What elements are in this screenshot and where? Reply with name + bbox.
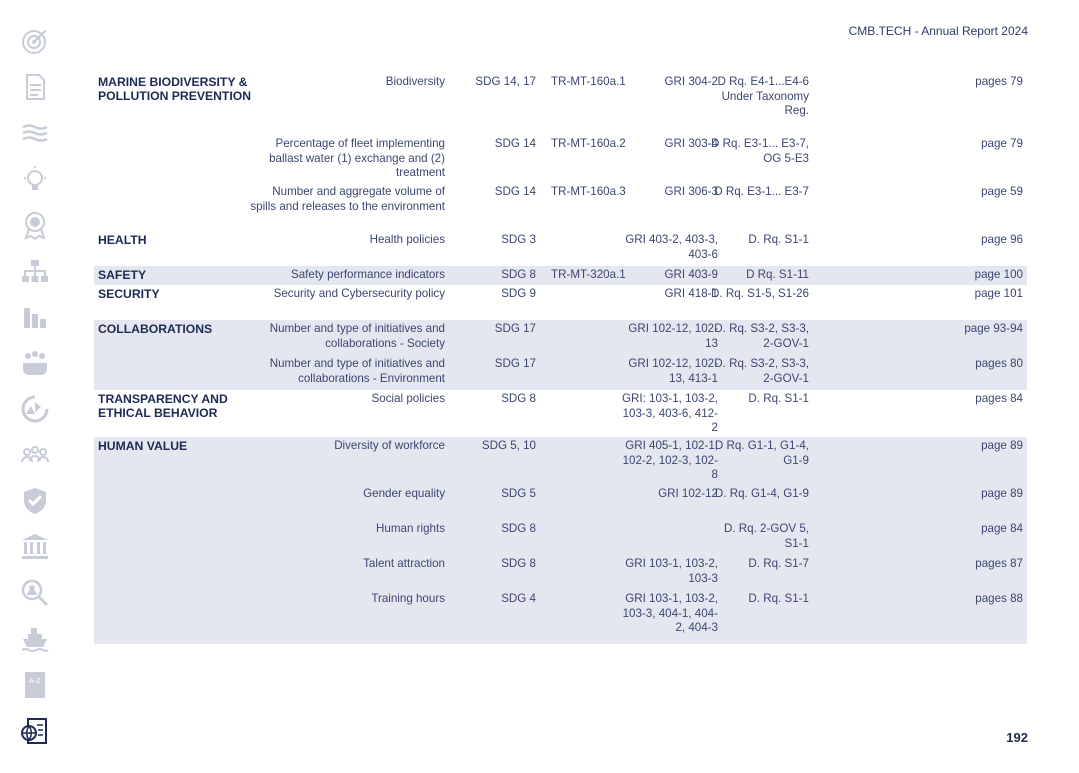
team-icon[interactable] — [14, 432, 56, 478]
report-header-title: CMB.TECH - Annual Report 2024 — [848, 24, 1028, 38]
section-label: MARINE BIODIVERSITY & POLLUTION PREVENTION — [98, 75, 252, 103]
indicator-cell: Human rights — [376, 522, 445, 535]
esrs-cell: D. Rq. S1-5, S1-26 — [711, 287, 809, 300]
section-label: COLLABORATIONS — [98, 322, 213, 336]
gri-cell: GRI 304-2 — [664, 75, 718, 88]
gri-index-table — [94, 73, 1027, 644]
indicator-cell: Number and aggregate volume of spills and releases to the environment — [250, 185, 445, 213]
page-reference-cell: page 89 — [981, 439, 1023, 452]
esrs-cell: D Rq. G1-1, G1-4, G1-9 — [714, 439, 809, 467]
sdg-cell: SDG 17 — [494, 322, 536, 335]
esrs-cell: D. Rq. G1-4, G1-9 — [714, 487, 809, 500]
table-row — [94, 320, 1027, 355]
sdg-cell: SDG 8 — [501, 268, 536, 281]
sdg-cell: SDG 9 — [501, 287, 536, 300]
indicator-cell: Safety performance indicators — [290, 268, 445, 281]
table-row — [94, 355, 1027, 390]
page-reference-cell: pages 79 — [975, 75, 1023, 88]
indicator-cell: Diversity of workforce — [334, 439, 445, 452]
indicator-cell: Number and type of initiatives and collaborations - Society — [269, 322, 445, 350]
page-reference-cell: page 84 — [981, 522, 1023, 535]
table-row — [94, 520, 1027, 555]
sasb-cell: TR-MT-160a.3 — [551, 185, 626, 198]
gri-cell: GRI 102-12 — [658, 487, 718, 500]
sdg-cell: SDG 8 — [501, 557, 536, 570]
glossary-label: A-Z — [29, 677, 41, 685]
esrs-cell: D Rq. E4-1...E4-6 Under Taxonomy Reg. — [717, 75, 809, 117]
sasb-cell: TR-MT-320a.1 — [551, 268, 626, 281]
table-row — [94, 285, 1027, 320]
page-reference-cell: pages 88 — [975, 592, 1023, 605]
gri-cell: GRI 405-1, 102-1, 102-2, 102-3, 102-8 — [622, 439, 718, 481]
indicator-cell: Biodiversity — [385, 75, 445, 88]
page-reference-cell: page 96 — [981, 233, 1023, 246]
sdg-cell: SDG 14, 17 — [475, 75, 536, 88]
waves-icon[interactable] — [14, 110, 56, 156]
indicator-cell: Health policies — [369, 233, 445, 246]
section-label: SAFETY — [98, 268, 147, 282]
bank-icon[interactable] — [14, 524, 56, 570]
page-reference-cell: page 101 — [974, 287, 1023, 300]
sdg-cell: SDG 3 — [501, 233, 536, 246]
gri-cell: GRI: 103-1, 103-2, 103-3, 403-6, 412-2 — [621, 392, 718, 434]
gri-index-icon[interactable] — [14, 708, 56, 754]
gri-cell: GRI 418-1 — [664, 287, 718, 300]
esrs-cell: D. Rq. S3-2, S3-3, 2-GOV-1 — [714, 357, 809, 385]
table-row — [94, 73, 1027, 135]
indicator-cell: Talent attraction — [363, 557, 445, 570]
gri-cell: GRI 303-4 — [664, 137, 718, 150]
table-row — [94, 485, 1027, 520]
gri-cell: GRI 103-1, 103-2, 103-3, 404-1, 404-2, 404-3 — [622, 592, 718, 634]
page-reference-cell: page 93-94 — [964, 322, 1023, 335]
gri-cell: GRI 102-12, 102-13 — [628, 322, 718, 350]
section-label: HEALTH — [98, 233, 147, 247]
sdg-cell: SDG 8 — [501, 392, 536, 405]
sdg-cell: SDG 14 — [494, 185, 536, 198]
people-group-icon[interactable] — [14, 340, 56, 386]
gri-cell: GRI 403-9 — [664, 268, 718, 281]
document-icon[interactable] — [14, 64, 56, 110]
page-reference-cell: page 100 — [974, 268, 1023, 281]
sdg-cell: SDG 8 — [501, 522, 536, 535]
table-row — [94, 183, 1027, 231]
sidebar-nav — [14, 18, 56, 754]
esrs-cell: D. Rq. S1-1 — [748, 233, 809, 246]
page-reference-cell: pages 80 — [975, 357, 1023, 370]
page-number: 192 — [1006, 730, 1028, 745]
indicator-cell: Social policies — [371, 392, 445, 405]
esrs-cell: D. Rq. S1-1 — [748, 592, 809, 605]
esrs-cell: D Rq. S1-11 — [746, 268, 809, 281]
award-icon[interactable] — [14, 202, 56, 248]
bar-chart-icon[interactable] — [14, 294, 56, 340]
search-person-icon[interactable] — [14, 570, 56, 616]
esrs-cell: D Rq. E3-1... E3-7, OG 5-E3 — [711, 137, 809, 165]
org-chart-icon[interactable] — [14, 248, 56, 294]
sdg-cell: SDG 5, 10 — [481, 439, 536, 452]
indicator-cell: Training hours — [371, 592, 445, 605]
sdg-cell: SDG 5 — [501, 487, 536, 500]
target-icon[interactable] — [14, 18, 56, 64]
sasb-cell: TR-MT-160a.2 — [551, 137, 626, 150]
indicator-cell: Gender equality — [363, 487, 445, 500]
recycle-globe-icon[interactable] — [14, 386, 56, 432]
table-row — [94, 266, 1027, 285]
ship-icon[interactable] — [14, 616, 56, 662]
page-reference-cell: pages 87 — [975, 557, 1023, 570]
sdg-cell: SDG 17 — [494, 357, 536, 370]
esrs-cell: D Rq. E3-1... E3-7 — [714, 185, 809, 198]
sasb-cell: TR-MT-160a.1 — [551, 75, 626, 88]
section-label: HUMAN VALUE — [98, 439, 188, 453]
shield-check-icon[interactable] — [14, 478, 56, 524]
glossary-book-icon[interactable] — [14, 662, 56, 708]
gri-cell: GRI 306-3 — [664, 185, 718, 198]
table-row — [94, 135, 1027, 183]
section-label: TRANSPARENCY AND ETHICAL BEHAVIOR — [98, 392, 228, 420]
gri-cell: GRI 403-2, 403-3, 403-6 — [625, 233, 718, 261]
sdg-cell: SDG 4 — [501, 592, 536, 605]
page-reference-cell: page 79 — [981, 137, 1023, 150]
table-row — [94, 555, 1027, 590]
esrs-cell: D. Rq. 2-GOV 5, S1-1 — [723, 522, 809, 550]
gri-cell: GRI 103-1, 103-2, 103-3 — [625, 557, 718, 585]
indicator-cell: Number and type of initiatives and collaborations - Environment — [269, 357, 445, 385]
page-reference-cell: page 89 — [981, 487, 1023, 500]
page-reference-cell: pages 84 — [975, 392, 1023, 405]
esrs-cell: D. Rq. S3-2, S3-3, 2-GOV-1 — [714, 322, 809, 350]
sdg-cell: SDG 14 — [494, 137, 536, 150]
gri-cell: GRI 102-12, 102-13, 413-1 — [628, 357, 718, 385]
indicator-cell: Percentage of fleet implementing ballast water (1) exchange and (2) treatment — [269, 137, 445, 179]
lightbulb-icon[interactable] — [14, 156, 56, 202]
section-label: SECURITY — [98, 287, 160, 301]
esrs-cell: D. Rq. S1-1 — [748, 392, 809, 405]
esrs-cell: D. Rq. S1-7 — [748, 557, 809, 570]
table-row — [94, 590, 1027, 644]
indicator-cell: Security and Cybersecurity policy — [273, 287, 445, 300]
table-row — [94, 390, 1027, 437]
table-row — [94, 231, 1027, 266]
table-row — [94, 437, 1027, 485]
page-reference-cell: page 59 — [981, 185, 1023, 198]
